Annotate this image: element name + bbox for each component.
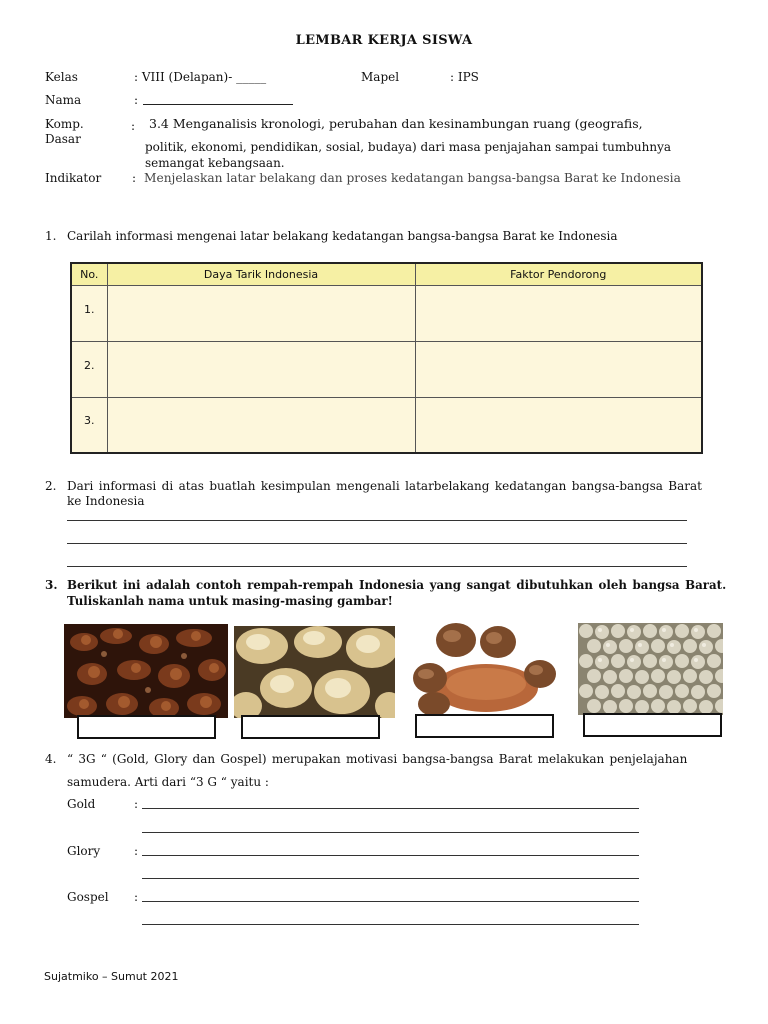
indikator-colon: : <box>132 171 137 185</box>
nutmeg-image <box>400 622 570 716</box>
gold-label: Gold <box>67 797 96 811</box>
q2-answer-line[interactable] <box>67 543 687 544</box>
footer-credit: Sujatmiko – Sumut 2021 <box>44 970 179 983</box>
mapel-label: Mapel <box>361 70 400 84</box>
q1-number: 1. <box>45 229 57 243</box>
mapel-value: : IPS <box>450 70 479 84</box>
table-row-number: 1. <box>71 285 107 341</box>
komp-colon: : <box>131 119 136 133</box>
q4-text-line1: “ 3G “ (Gold, Glory dan Gospel) merupakan motivasi bangsa-bangsa Barat melakukan penjelajahan <box>67 752 688 766</box>
gospel-answer-line[interactable] <box>142 901 639 902</box>
table-cell-faktor-pendorong[interactable] <box>415 285 702 341</box>
q2-answer-line[interactable] <box>67 520 687 521</box>
candlenut-image <box>234 626 395 718</box>
gospel-colon: : <box>134 890 139 904</box>
gospel-label: Gospel <box>67 890 109 904</box>
indikator-value: Menjelaskan latar belakang dan proses kedatangan bangsa-bangsa Barat ke Indonesia <box>144 171 681 185</box>
glory-answer-line[interactable] <box>142 855 639 856</box>
q4-text-line2: samudera. Arti dari “3 G “ yaitu : <box>67 775 269 789</box>
gold-answer-line[interactable] <box>142 808 639 809</box>
q2-number: 2. <box>45 479 57 493</box>
indikator-label: Indikator <box>45 171 102 185</box>
table-header-row <box>71 263 702 285</box>
table-row <box>71 285 702 341</box>
q3-text-line2: Tuliskanlah nama untuk masing-masing gambar! <box>67 594 393 608</box>
glory-answer-line[interactable] <box>142 878 639 879</box>
komp-text-line1: 3.4 Menganalisis kronologi, perubahan dan kesinambungan ruang (geografis, <box>149 116 643 131</box>
q2-answer-line[interactable] <box>67 566 687 567</box>
table-row-number: 2. <box>71 341 107 397</box>
komp-text-line3: semangat kebangsaan. <box>145 156 285 170</box>
table-cell-daya-tarik[interactable] <box>107 341 415 397</box>
nama-colon: : <box>134 93 139 107</box>
white-pepper-image <box>578 623 723 715</box>
table-cell-daya-tarik[interactable] <box>107 397 415 453</box>
candlenut-name-box[interactable] <box>241 715 380 739</box>
komp-text-line2: politik, ekonomi, pendidikan, sosial, budaya) dari masa penjajahan sampai tumbuhnya <box>145 140 672 154</box>
table-row <box>71 341 702 397</box>
q3-number: 3. <box>45 578 58 592</box>
q1-text: Carilah informasi mengenai latar belakang kedatangan bangsa-bangsa Barat ke Indonesia <box>67 229 618 243</box>
table-cell-faktor-pendorong[interactable] <box>415 341 702 397</box>
q2-text-line2: ke Indonesia <box>67 494 145 508</box>
glory-colon: : <box>134 844 139 858</box>
gospel-answer-line[interactable] <box>142 924 639 925</box>
table-header-faktor-pendorong: Faktor Pendorong <box>415 263 702 285</box>
cloves-name-box[interactable] <box>77 715 216 739</box>
table-header-daya-tarik: Daya Tarik Indonesia <box>107 263 415 285</box>
kelas-value: : VIII (Delapan)- _____ <box>134 70 267 84</box>
table-row-number: 3. <box>71 397 107 453</box>
komp-label-1: Komp. <box>45 117 84 131</box>
kelas-label: Kelas <box>45 70 78 84</box>
table-row <box>71 397 702 453</box>
nama-label: Nama <box>45 93 82 107</box>
page-title: LEMBAR KERJA SISWA <box>295 33 473 48</box>
q3-text-line1: Berikut ini adalah contoh rempah-rempah Indonesia yang sangat dibutuhkan oleh bangsa Barat. <box>67 578 727 592</box>
gold-colon: : <box>134 797 139 811</box>
gold-answer-line[interactable] <box>142 832 639 833</box>
q1-table <box>70 262 703 454</box>
white-pepper-name-box[interactable] <box>583 713 722 737</box>
glory-label: Glory <box>67 844 101 858</box>
cloves-image <box>64 624 228 718</box>
table-cell-faktor-pendorong[interactable] <box>415 397 702 453</box>
nama-field-line[interactable] <box>143 104 293 105</box>
q2-text-line1: Dari informasi di atas buatlah kesimpulan mengenali latarbelakang kedatangan bangsa-bangsa Barat <box>67 479 702 493</box>
table-header-no: No. <box>71 263 107 285</box>
nutmeg-name-box[interactable] <box>415 714 554 738</box>
table-cell-daya-tarik[interactable] <box>107 285 415 341</box>
komp-label-2: Dasar <box>45 132 81 146</box>
q4-number: 4. <box>45 752 57 766</box>
